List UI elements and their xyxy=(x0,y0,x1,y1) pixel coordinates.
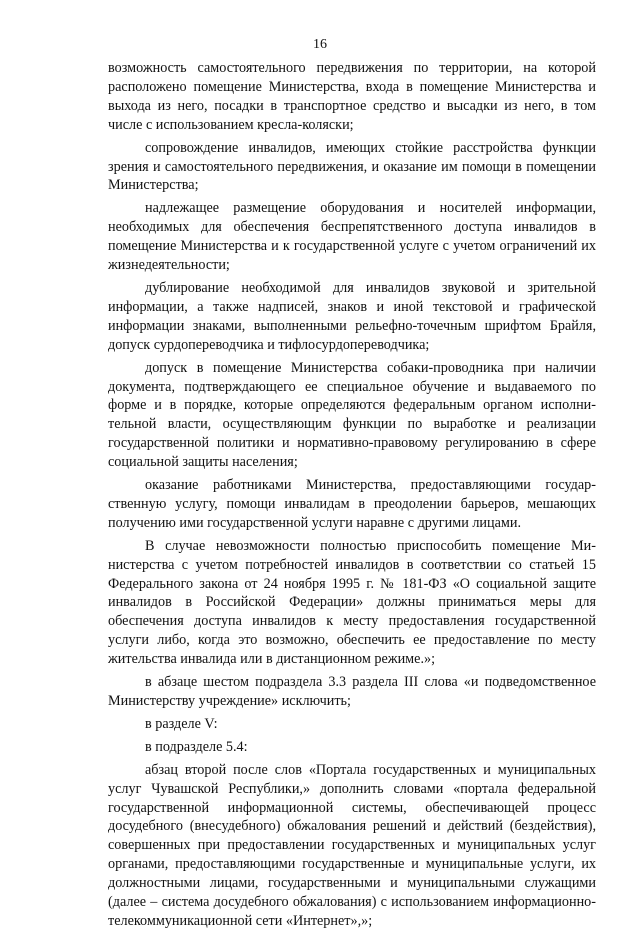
paragraph: возможность самостоятельного передвижения по территории, на которой расположено помещение Министерства, входа в помещение Министерства и выхода из него, посадки в транспортное средство и высадки из него, в том числе с использованием кресла-коляски; xyxy=(108,60,596,133)
paragraph: В случае невозможности полностью приспособить помещение Министерства с учетом потребностей инвалидов в соответствии со статьей 15 Федерального закона от 24 ноября 1995 г. № 181-ФЗ «О социальной защите инвалидов в Российской Федерации» должны приниматься меры для обеспечения доступа инвалидов к месту предоставления государственной услуги либо, когда это возможно, обеспечить ее предоставление по месту жительства инвалида или в дистанционном режиме.»; xyxy=(108,537,596,668)
paragraph: в разделе V: xyxy=(145,715,218,732)
paragraph: оказание работниками Министерства, предоставляющими государственную услугу, помощи инвалидам в преодолении барьеров, мешающих получению ими государственной услуги наравне с другими лицами. xyxy=(108,477,596,531)
paragraph: в абзаце шестом подраздела 3.3 раздела III слова «и подведомственное Министерству учреждение» исключить; xyxy=(108,674,596,709)
page-number: 16 xyxy=(313,37,327,52)
paragraph: сопровождение инвалидов, имеющих стойкие расстройства функции зрения и самостоятельного передвижения, и оказание им помощи в помещении Министерства; xyxy=(108,139,596,194)
paragraph: дублирование необходимой для инвалидов звуковой и зрительной информации, а также надписей, знаков и иной текстовой и графической информации знаками, выполненными рельефно-точечным шрифтом Брайля, допуск сурдопереводчика и тифлосурдопереводчика; xyxy=(108,279,596,353)
paragraph: допуск в помещение Министерства собаки-проводника при наличии документа, подтверждающего ее специальное обучение и выдаваемого по форме и в порядке, которые определяются федеральным органом исполнительной власти, осуществляющим функции по выработке и реализации государственной политики и нормативно-правовому регулированию в сфере социальной защиты населения; xyxy=(108,359,596,471)
paragraph: надлежащее размещение оборудования и носителей информации, необходимых для обеспечения беспрепятственного доступа инвалидов в помещение Министерства и к государственной услуге с учетом ограничений их жизнедеятельности; xyxy=(108,200,596,274)
paragraph: в подразделе 5.4: xyxy=(145,738,248,755)
paragraph: абзац второй после слов «Портала государственных и муниципальных услуг Чувашской Республики,» дополнить словами «портала федеральной государственной информационной системы, обеспечивающей процесс досудебного (внесудебного) обжалования решений и действий (бездействия), совершенных при предоставлении государственных и муниципальных услуг органами, предоставляющими государственные и муниципальные услуги, их должностными лицами, государственными и муниципальными служащими (далее – система досудебного обжалования) с использованием информационно-телекоммуникационной сети «Интернет»,»; xyxy=(108,761,596,929)
document-body xyxy=(108,59,596,935)
